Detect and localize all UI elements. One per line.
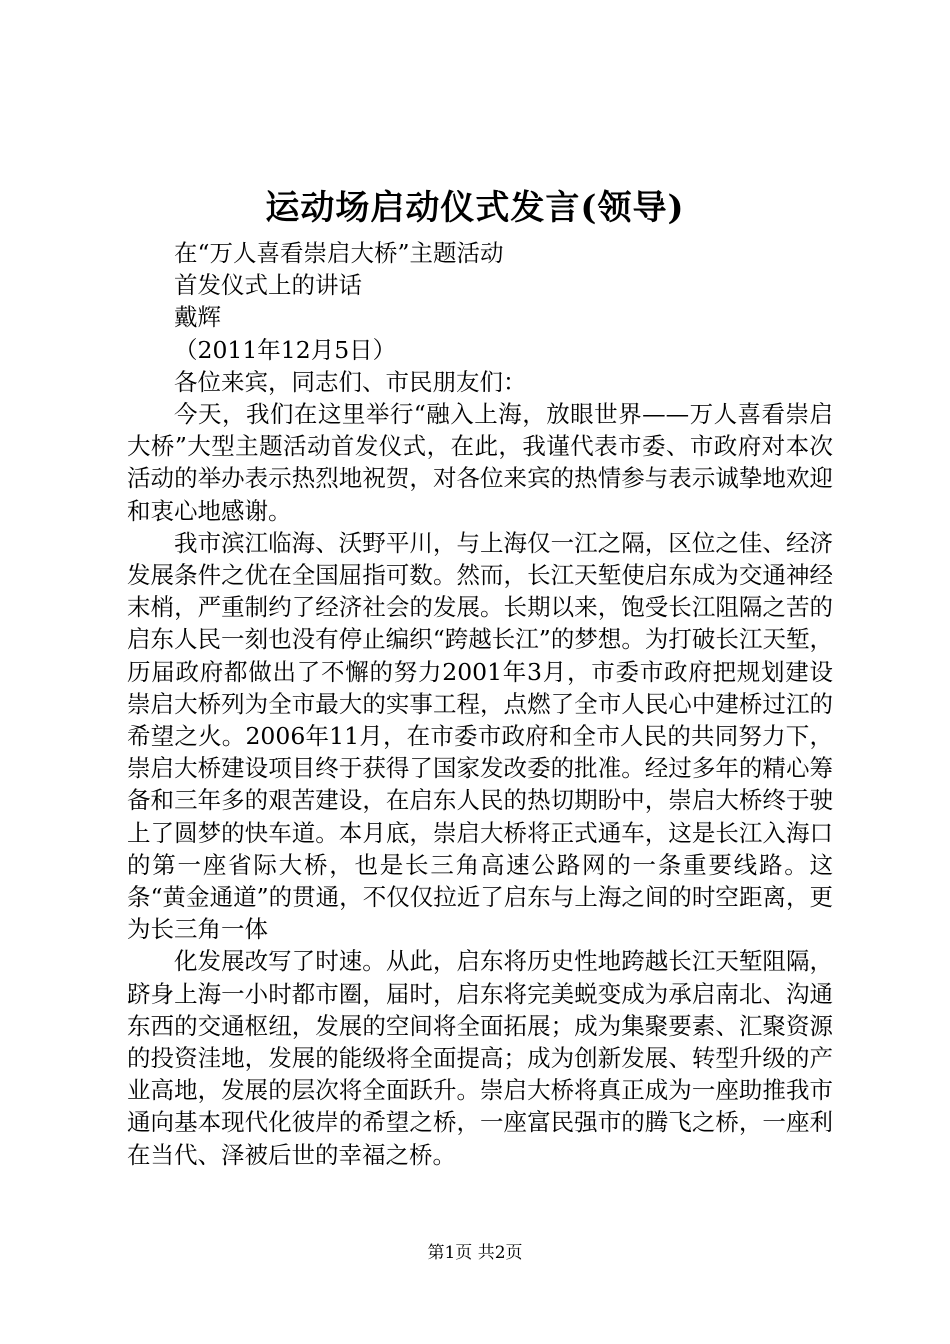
body-paragraph: 今天，我们在这里举行“融入上海，放眼世界——万人喜看崇启大桥”大型主题活动首发仪式，在此，我谨代表市委、市政府对本次活动的举办表示热烈地祝贺，对各位来宾的热情参与表示诚挚地欢迎和衷心地感谢。 bbox=[127, 400, 833, 525]
speaker-name: 戴辉 bbox=[174, 303, 221, 332]
speech-date: （2011年12月5日） bbox=[174, 335, 397, 364]
document-body bbox=[127, 237, 833, 1171]
body-paragraph: 我市滨江临海、沃野平川，与上海仅一江之隔，区位之佳、经济发展条件之优在全国屈指可数。然而，长江天堑使启东成为交通神经末梢，严重制约了经济社会的发展。长期以来，饱受长江阻隔之苦的启东人民一刻也没有停止编织“跨越长江”的梦想。为打破长江天堑，历届政府都做出了不懈的努力2001年3月，市委市政府把规划建设崇启大桥列为全市最大的实事工程，点燃了全市人民心中建桥过江的希望之火。2006年11月，在市委市政府和全市人民的共同努力下，崇启大桥建设项目终于获得了国家发改委的批准。经过多年的精心筹备和三年多的艰苦建设，在启东人民的热切期盼中，崇启大桥终于驶上了圆梦的快车道。本月底，崇启大桥将正式通车，这是长江入海口的第一座省际大桥，也是长三角高速公路网的一条重要线路。这条“黄金通道”的贯通，不仅仅拉近了启东与上海之间的时空距离，更为长三角一体 bbox=[127, 528, 833, 944]
salutation: 各位来宾，同志们、市民朋友们： bbox=[174, 367, 527, 396]
subtitle-line-1: 在“万人喜看崇启大桥”主题活动 bbox=[174, 239, 504, 267]
document-title: 运动场启动仪式发言(领导) bbox=[265, 188, 685, 228]
body-paragraph: 化发展改写了时速。从此，启东将历史性地跨越长江天堑阻隔，跻身上海一小时都市圈，届时，启东将完美蜕变成为承启南北、沟通东西的交通枢纽，发展的空间将全面拓展；成为集聚要素、汇聚资源的投资洼地，发展的能级将全面提高；成为创新发展、转型升级的产业高地，发展的层次将全面跃升。崇启大桥将真正成为一座助推我市通向基本现代化彼岸的希望之桥，一座富民强市的腾飞之桥，一座利在当代、泽被后世的幸福之桥。 bbox=[127, 947, 833, 1169]
page-number-footer: 第1页 共2页 bbox=[427, 1243, 523, 1263]
subtitle-line-2: 首发仪式上的讲话 bbox=[174, 271, 362, 300]
